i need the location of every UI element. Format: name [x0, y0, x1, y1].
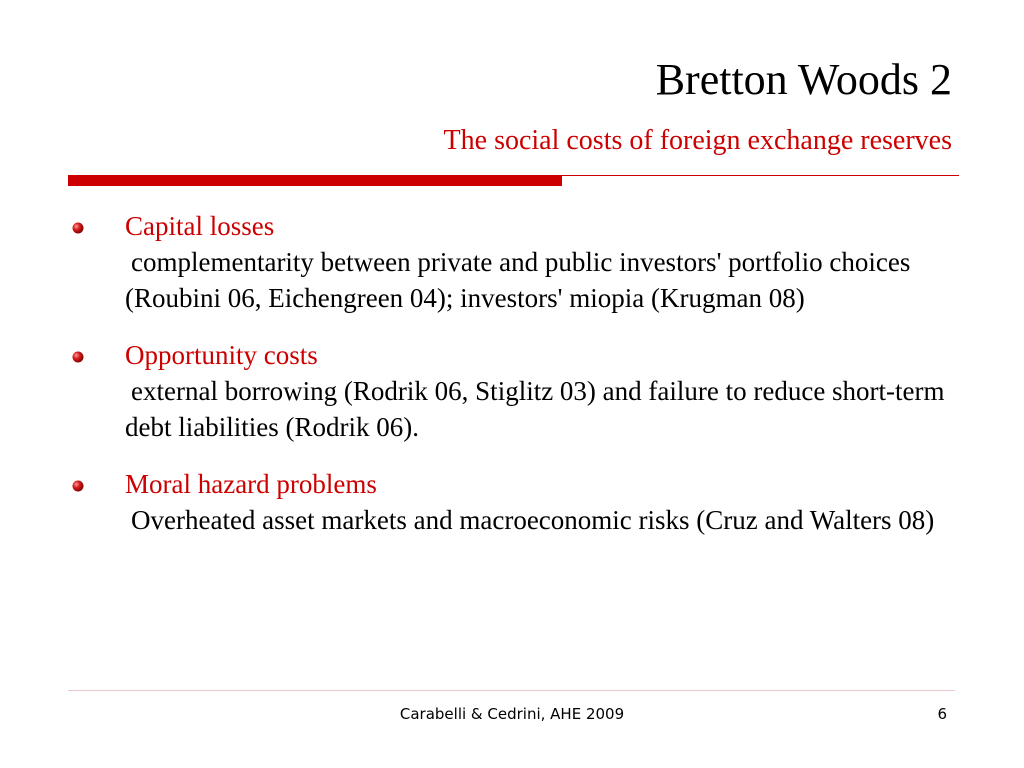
title-divider-thick [68, 176, 562, 186]
bullet-heading: Opportunity costs [125, 340, 318, 370]
red-sphere-bullet-icon [72, 351, 84, 363]
page-number: 6 [937, 705, 947, 723]
red-sphere-bullet-icon [72, 480, 84, 492]
bullet-item [72, 337, 952, 445]
bullet-detail: external borrowing (Rodrik 06, Stiglitz 03) and failure to reduce short-term debt liabilities (Rodrik 06). [125, 376, 945, 442]
bullet-list [72, 208, 952, 559]
bullet-heading: Capital losses [125, 211, 275, 241]
bullet-detail: complementarity between private and public investors' portfolio choices (Roubini 06, Eichengreen 04); investors' miopia (Krugman 08) [125, 247, 911, 313]
slide-title: Bretton Woods 2 [655, 55, 952, 104]
bullet-heading: Moral hazard problems [125, 469, 377, 499]
bullet-item [72, 208, 952, 316]
slide-subtitle: The social costs of foreign exchange reserves [443, 125, 952, 156]
footer-citation: Carabelli & Cedrini, AHE 2009 [399, 705, 625, 723]
bullet-item [72, 466, 952, 538]
red-sphere-bullet-icon [72, 222, 84, 234]
footer-divider [68, 690, 955, 691]
bullet-detail: Overheated asset markets and macroeconomic risks (Cruz and Walters 08) [131, 505, 935, 535]
